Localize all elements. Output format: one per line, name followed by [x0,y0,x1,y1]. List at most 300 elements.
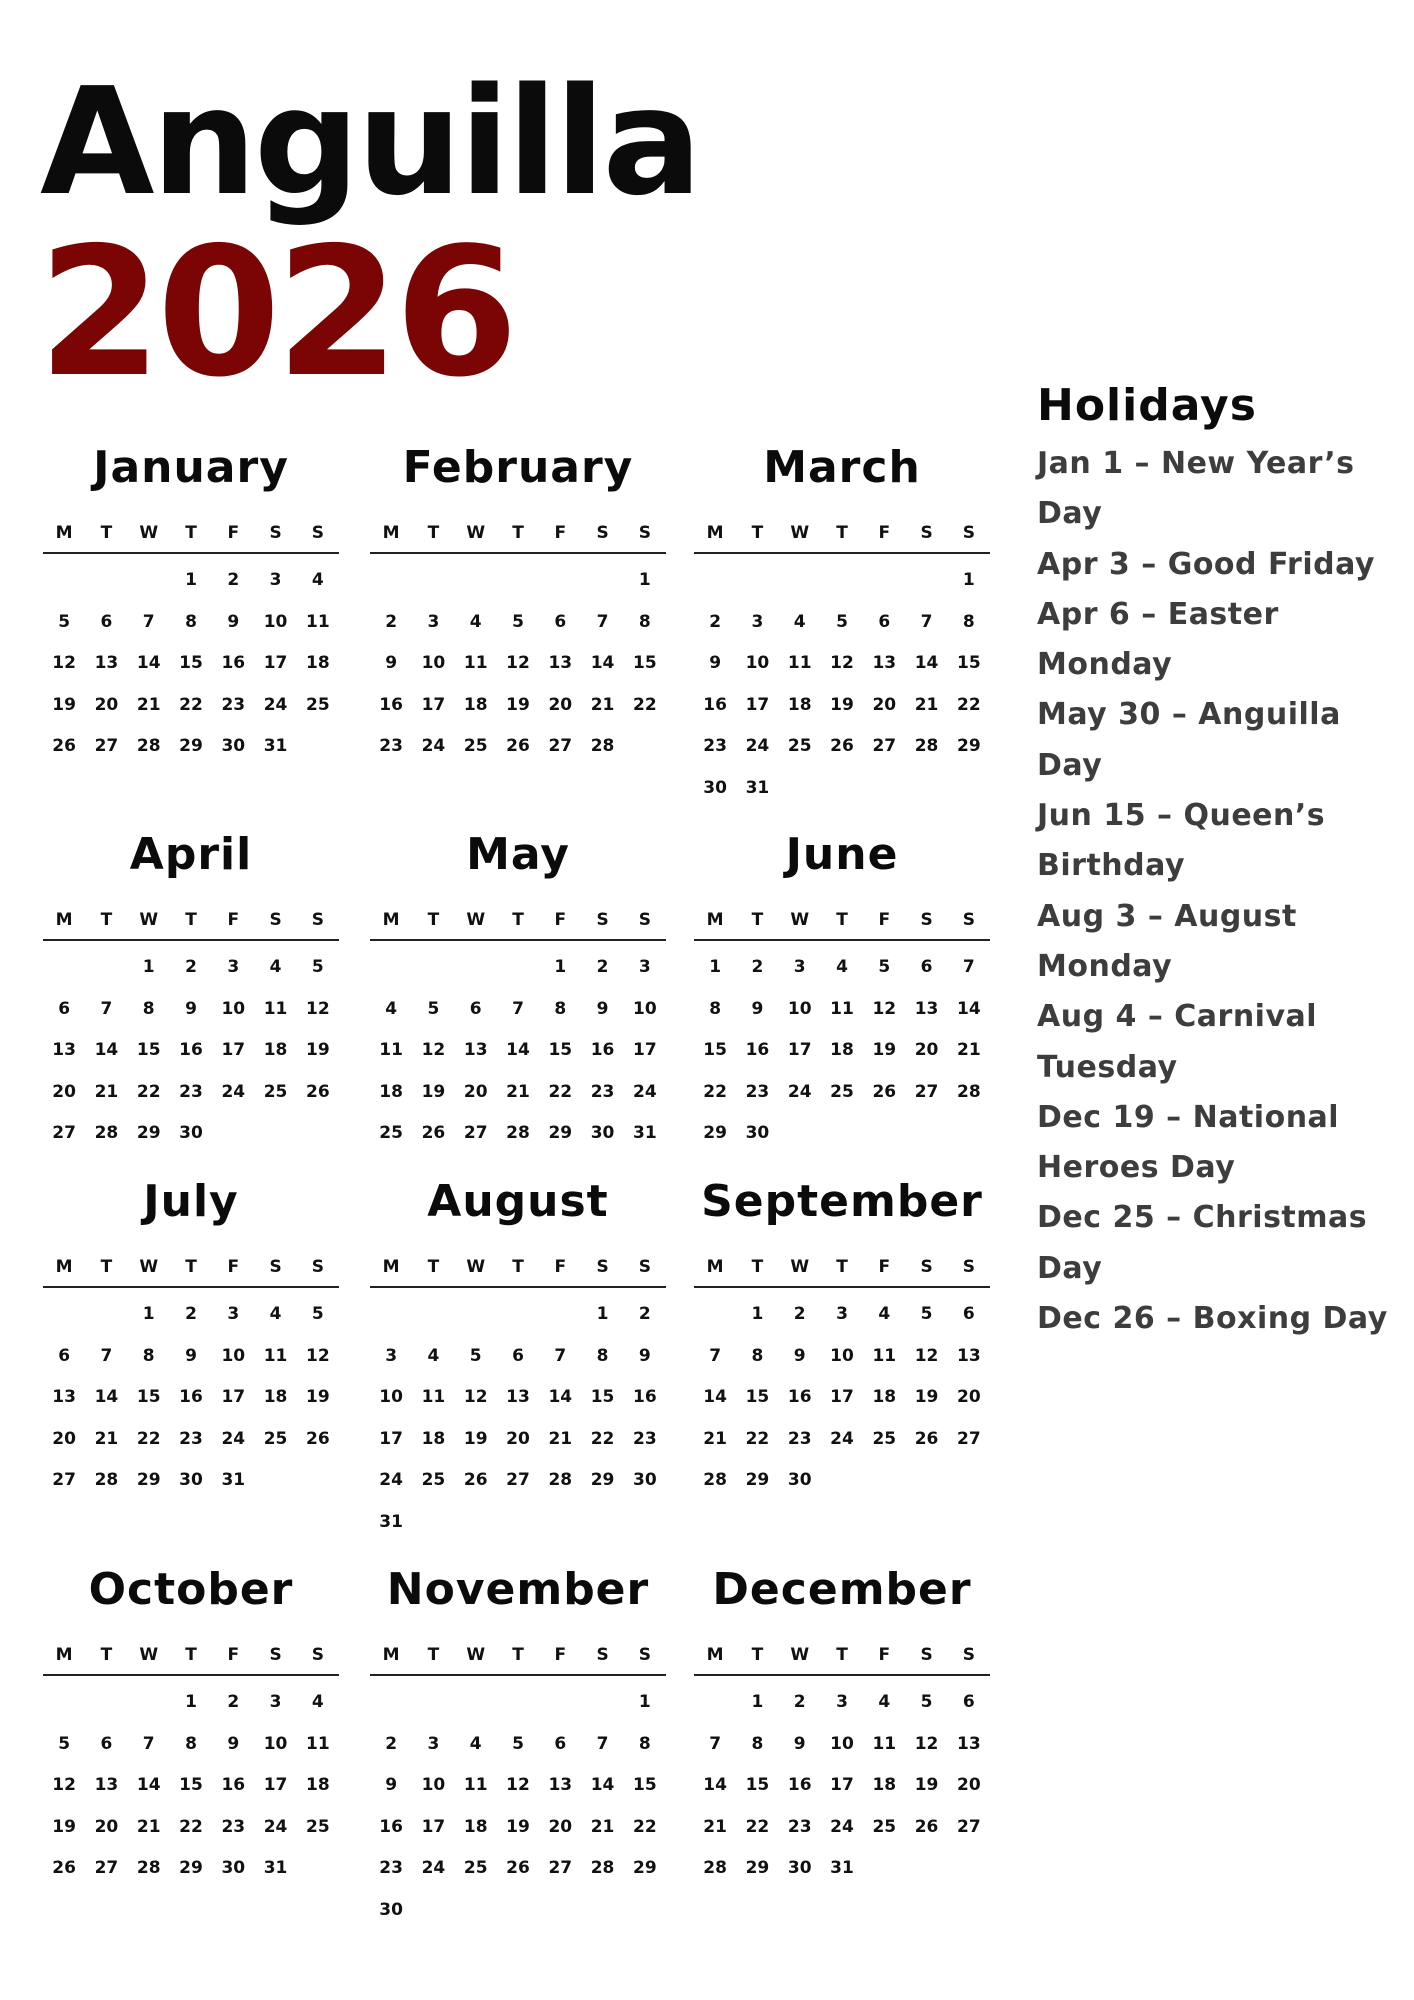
day-cell: 5 [469,1345,482,1366]
day-cell: 11 [421,1387,446,1407]
day-grid [370,947,666,1155]
day-cell: 28 [136,736,161,756]
weekday-label: T [185,1257,197,1277]
day-cell: 22 [136,1428,161,1449]
holiday-item: Jan 1 – New Year’s Day [1037,446,1355,532]
day-cell: 12 [421,1040,446,1060]
weekday-label: F [878,1645,891,1665]
day-cell: 7 [596,611,609,632]
day-cell: 25 [787,736,812,756]
day-blank [581,1682,623,1724]
weekday-label: T [185,523,197,543]
weekday-label: T [836,910,848,930]
day-cell: 31 [263,1858,288,1878]
weekday-label: M [55,1645,73,1665]
day-cell: 10 [221,998,246,1019]
month-name: February [402,442,634,493]
day-cell: 26 [463,1470,488,1490]
month-name: October [88,1564,294,1615]
day-cell: 2 [709,611,722,632]
day-cell: 8 [638,1733,651,1754]
weekday-label: T [512,1645,524,1665]
day-cell: 31 [221,1470,246,1490]
day-cell: 16 [787,1775,812,1795]
day-cell: 16 [745,1040,770,1060]
day-cell: 1 [185,570,197,590]
weekday-header [43,1640,339,1676]
day-cell: 9 [185,1345,197,1366]
day-cell: 6 [469,998,482,1019]
weekday-label: M [706,1645,724,1665]
weekday-label: M [55,1257,73,1277]
day-cell: 1 [709,957,722,977]
day-cell: 16 [633,1387,657,1407]
day-cell: 24 [633,1081,657,1102]
day-cell: 8 [142,998,155,1019]
day-cell: 23 [379,736,403,756]
day-grid [43,560,339,768]
day-blank [412,1294,454,1336]
day-blank [370,947,412,989]
day-cell: 17 [263,653,288,673]
day-cell: 19 [830,694,854,715]
day-cell: 6 [554,1733,567,1754]
day-cell: 30 [221,1858,246,1878]
weekday-label: S [269,910,282,930]
weekday-label: S [269,523,282,543]
day-cell: 7 [142,611,155,632]
day-cell: 1 [638,1692,651,1712]
weekday-label: S [962,523,975,543]
day-cell: 13 [94,653,119,673]
day-cell: 9 [385,653,398,673]
day-cell: 26 [306,1428,330,1449]
day-cell: 5 [311,1304,324,1324]
day-cell: 4 [311,570,324,590]
month-name: July [143,1176,239,1227]
day-cell: 13 [52,1040,76,1060]
day-cell: 9 [638,1345,651,1366]
day-cell: 6 [962,1692,975,1712]
day-cell: 6 [962,1304,975,1324]
weekday-label: T [427,910,440,930]
day-cell: 18 [787,694,812,715]
weekday-label: T [185,1645,197,1665]
day-cell: 22 [548,1081,573,1102]
day-cell: 3 [269,570,282,590]
day-cell: 22 [633,694,657,715]
day-cell: 10 [263,611,288,632]
day-cell: 17 [830,1775,854,1795]
day-cell: 14 [94,1040,119,1060]
day-cell: 3 [427,1733,440,1754]
day-cell: 9 [185,998,197,1019]
weekday-label: M [706,910,724,930]
day-cell: 30 [787,1858,812,1878]
day-cell: 20 [506,1428,530,1449]
day-cell: 11 [872,1733,897,1754]
day-cell: 27 [506,1470,530,1490]
day-cell: 6 [878,611,891,632]
day-cell: 23 [179,1428,203,1449]
weekday-label: S [596,1645,609,1665]
weekday-header [370,905,666,941]
day-cell: 21 [914,694,939,715]
day-cell: 1 [554,957,567,977]
day-cell: 9 [596,998,609,1019]
weekday-header [370,1252,666,1288]
day-cell: 27 [957,1816,981,1837]
holiday-item: Apr 6 – Easter Monday [1037,596,1279,683]
day-cell: 4 [269,1304,282,1324]
weekday-label: T [427,1257,440,1277]
day-cell: 3 [836,1304,848,1324]
day-cell: 17 [421,694,446,715]
holiday-item: May 30 – Anguilla Day [1037,697,1341,783]
day-cell: 18 [463,1816,488,1837]
day-cell: 23 [590,1081,615,1102]
weekday-label: T [100,1257,113,1277]
day-cell: 18 [830,1040,854,1060]
month-name: May [466,829,570,880]
day-cell: 1 [751,1304,764,1324]
day-cell: 20 [957,1775,981,1795]
month-may [370,825,666,1155]
day-cell: 16 [590,1040,615,1060]
weekday-label: S [920,1257,933,1277]
day-blank [370,560,412,602]
weekday-header [694,518,990,554]
day-cell: 7 [920,611,933,632]
day-cell: 23 [221,694,246,715]
weekday-label: T [836,1645,848,1665]
day-blank [736,560,778,602]
weekday-label: T [836,523,848,543]
day-cell: 12 [914,1733,939,1754]
day-cell: 29 [136,1470,161,1490]
day-cell: 27 [52,1470,76,1490]
day-blank [779,560,821,602]
day-blank [694,560,736,602]
weekday-label: F [554,523,567,543]
weekday-label: T [512,910,524,930]
weekday-label: S [638,910,651,930]
day-cell: 10 [830,1345,854,1366]
day-cell: 27 [914,1081,939,1102]
day-cell: 17 [787,1040,812,1060]
day-cell: 16 [379,694,403,715]
month-name: September [701,1176,983,1227]
holiday-list [1037,439,1397,1344]
day-cell: 10 [379,1387,403,1407]
day-grid [370,1682,666,1931]
weekday-label: W [139,1645,159,1665]
day-cell: 28 [136,1858,161,1878]
day-cell: 11 [830,998,854,1019]
day-cell: 10 [421,653,446,673]
day-cell: 4 [836,957,848,977]
day-cell: 24 [787,1081,812,1102]
weekday-label: S [638,1645,651,1665]
day-cell: 21 [590,1816,615,1837]
day-cell: 10 [633,998,657,1019]
day-cell: 8 [554,998,567,1019]
weekday-label: W [466,910,486,930]
day-blank [412,947,454,989]
month-january [43,438,339,768]
day-cell: 24 [379,1470,403,1490]
weekday-label: W [790,1257,810,1277]
day-cell: 16 [787,1387,812,1407]
day-cell: 6 [58,998,71,1019]
day-cell: 2 [596,957,609,977]
day-cell: 20 [914,1040,939,1060]
weekday-label: F [878,910,891,930]
day-grid [694,1682,990,1890]
day-blank [128,560,170,602]
day-cell: 11 [306,611,330,632]
weekday-label: W [139,910,159,930]
day-cell: 6 [100,1733,113,1754]
day-cell: 1 [185,1692,197,1712]
weekday-header [694,1640,990,1676]
day-cell: 20 [548,1816,573,1837]
day-cell: 2 [638,1304,651,1324]
day-cell: 24 [421,1858,446,1878]
month-june [694,825,990,1155]
day-cell: 9 [709,653,722,673]
weekday-label: W [790,1645,810,1665]
day-cell: 15 [957,653,981,673]
day-cell: 14 [590,1775,615,1795]
day-cell: 12 [872,998,897,1019]
day-cell: 13 [872,653,897,673]
day-cell: 4 [427,1345,440,1366]
day-blank [43,1294,85,1336]
day-cell: 1 [142,1304,155,1324]
day-cell: 3 [269,1692,282,1712]
day-cell: 18 [379,1081,403,1102]
day-cell: 31 [830,1858,854,1878]
day-cell: 23 [179,1081,203,1102]
day-cell: 15 [590,1387,615,1407]
day-cell: 2 [185,957,197,977]
day-cell: 9 [751,998,764,1019]
page-title-year: 2026 [38,209,514,416]
day-cell: 23 [221,1816,246,1837]
day-cell: 5 [878,957,891,977]
day-cell: 18 [872,1387,897,1407]
day-cell: 15 [745,1387,770,1407]
day-blank [85,1294,127,1336]
day-cell: 17 [633,1040,657,1060]
holidays-title: Holidays [1037,380,1257,431]
day-cell: 30 [787,1470,812,1490]
day-cell: 27 [463,1123,488,1143]
day-cell: 17 [379,1428,403,1449]
day-cell: 5 [512,611,524,632]
day-blank [539,1294,581,1336]
weekday-label: S [596,1257,609,1277]
day-cell: 5 [58,1733,71,1754]
weekday-header [43,905,339,941]
day-cell: 4 [878,1304,891,1324]
day-cell: 19 [52,694,76,715]
day-blank [85,560,127,602]
day-cell: 21 [94,1428,119,1449]
weekday-label: W [466,1645,486,1665]
day-blank [497,1682,539,1724]
day-cell: 22 [633,1816,657,1837]
day-cell: 21 [703,1816,727,1837]
day-cell: 11 [306,1733,330,1754]
day-blank [497,1294,539,1336]
day-cell: 19 [914,1775,939,1795]
day-cell: 21 [548,1428,573,1449]
day-blank [455,1682,497,1724]
day-cell: 10 [830,1733,854,1754]
day-cell: 30 [633,1470,657,1490]
day-cell: 18 [263,1387,288,1407]
day-cell: 3 [836,1692,848,1712]
day-cell: 7 [142,1733,155,1754]
day-cell: 14 [94,1387,119,1407]
day-cell: 21 [703,1428,727,1449]
day-cell: 23 [379,1858,403,1878]
weekday-label: W [466,1257,486,1277]
day-cell: 15 [548,1040,573,1060]
day-grid [370,560,666,768]
day-cell: 13 [548,1775,573,1795]
day-cell: 8 [185,611,197,632]
weekday-label: S [311,523,324,543]
day-cell: 19 [463,1428,488,1449]
day-cell: 14 [506,1040,530,1060]
day-cell: 7 [512,998,524,1019]
holiday-item: Dec 26 – Boxing Day [1037,1301,1388,1337]
day-cell: 14 [914,653,939,673]
day-cell: 26 [830,736,854,756]
day-cell: 14 [703,1387,727,1407]
day-cell: 28 [590,1858,615,1878]
day-blank [43,560,85,602]
day-cell: 15 [703,1040,727,1060]
weekday-label: F [554,1257,567,1277]
day-cell: 12 [52,1775,76,1795]
weekday-label: S [311,910,324,930]
month-march [694,438,990,809]
day-cell: 16 [703,694,727,715]
day-cell: 17 [263,1775,288,1795]
day-cell: 19 [52,1816,76,1837]
day-cell: 14 [136,1775,161,1795]
day-blank [43,1682,85,1724]
day-cell: 25 [421,1470,446,1490]
weekday-label: S [269,1645,282,1665]
day-cell: 5 [427,998,440,1019]
day-cell: 28 [94,1470,119,1490]
weekday-header [43,518,339,554]
month-august [370,1172,666,1543]
day-cell: 17 [745,694,770,715]
day-cell: 13 [506,1387,530,1407]
day-cell: 23 [787,1428,812,1449]
day-cell: 5 [920,1304,933,1324]
day-blank [455,1294,497,1336]
day-cell: 1 [638,570,651,590]
day-grid [43,1682,339,1890]
day-cell: 20 [52,1428,76,1449]
day-cell: 12 [463,1387,488,1407]
holiday-item: Apr 3 – Good Friday [1037,546,1375,582]
day-cell: 22 [136,1081,161,1102]
day-cell: 29 [957,736,981,756]
day-cell: 15 [745,1775,770,1795]
day-cell: 8 [638,611,651,632]
day-cell: 24 [421,736,446,756]
day-cell: 8 [751,1733,764,1754]
weekday-label: T [512,1257,524,1277]
weekday-header [694,905,990,941]
day-cell: 31 [379,1511,403,1532]
day-cell: 8 [962,611,975,632]
day-cell: 12 [506,653,530,673]
day-cell: 17 [221,1040,246,1060]
day-cell: 9 [793,1345,806,1366]
weekday-label: M [382,523,400,543]
day-cell: 21 [957,1040,981,1060]
day-cell: 4 [878,1692,891,1712]
day-blank [412,1682,454,1724]
day-cell: 16 [179,1040,203,1060]
day-cell: 23 [633,1428,657,1449]
weekday-label: S [269,1257,282,1277]
day-cell: 3 [227,957,240,977]
weekday-header [694,1252,990,1288]
day-cell: 24 [221,1428,246,1449]
day-cell: 21 [506,1081,530,1102]
day-cell: 26 [506,1858,530,1878]
day-cell: 7 [100,1345,113,1366]
month-name: June [785,829,899,880]
month-name: August [427,1176,609,1227]
day-cell: 13 [548,653,573,673]
day-blank [539,1682,581,1724]
day-cell: 28 [914,736,939,756]
day-cell: 2 [227,1692,240,1712]
day-cell: 18 [463,694,488,715]
day-cell: 6 [512,1345,524,1366]
day-cell: 1 [751,1692,764,1712]
day-cell: 30 [221,736,246,756]
day-cell: 4 [269,957,282,977]
month-september [694,1172,990,1502]
day-cell: 27 [548,736,573,756]
day-cell: 12 [914,1345,939,1366]
weekday-header [370,1640,666,1676]
day-cell: 5 [58,611,71,632]
day-cell: 8 [185,1733,197,1754]
day-cell: 19 [914,1387,939,1407]
day-blank [497,947,539,989]
day-cell: 19 [506,694,530,715]
day-cell: 4 [385,998,398,1019]
weekday-label: T [751,910,764,930]
day-cell: 2 [793,1304,806,1324]
day-blank [497,560,539,602]
day-cell: 9 [385,1775,398,1795]
day-blank [863,560,905,602]
